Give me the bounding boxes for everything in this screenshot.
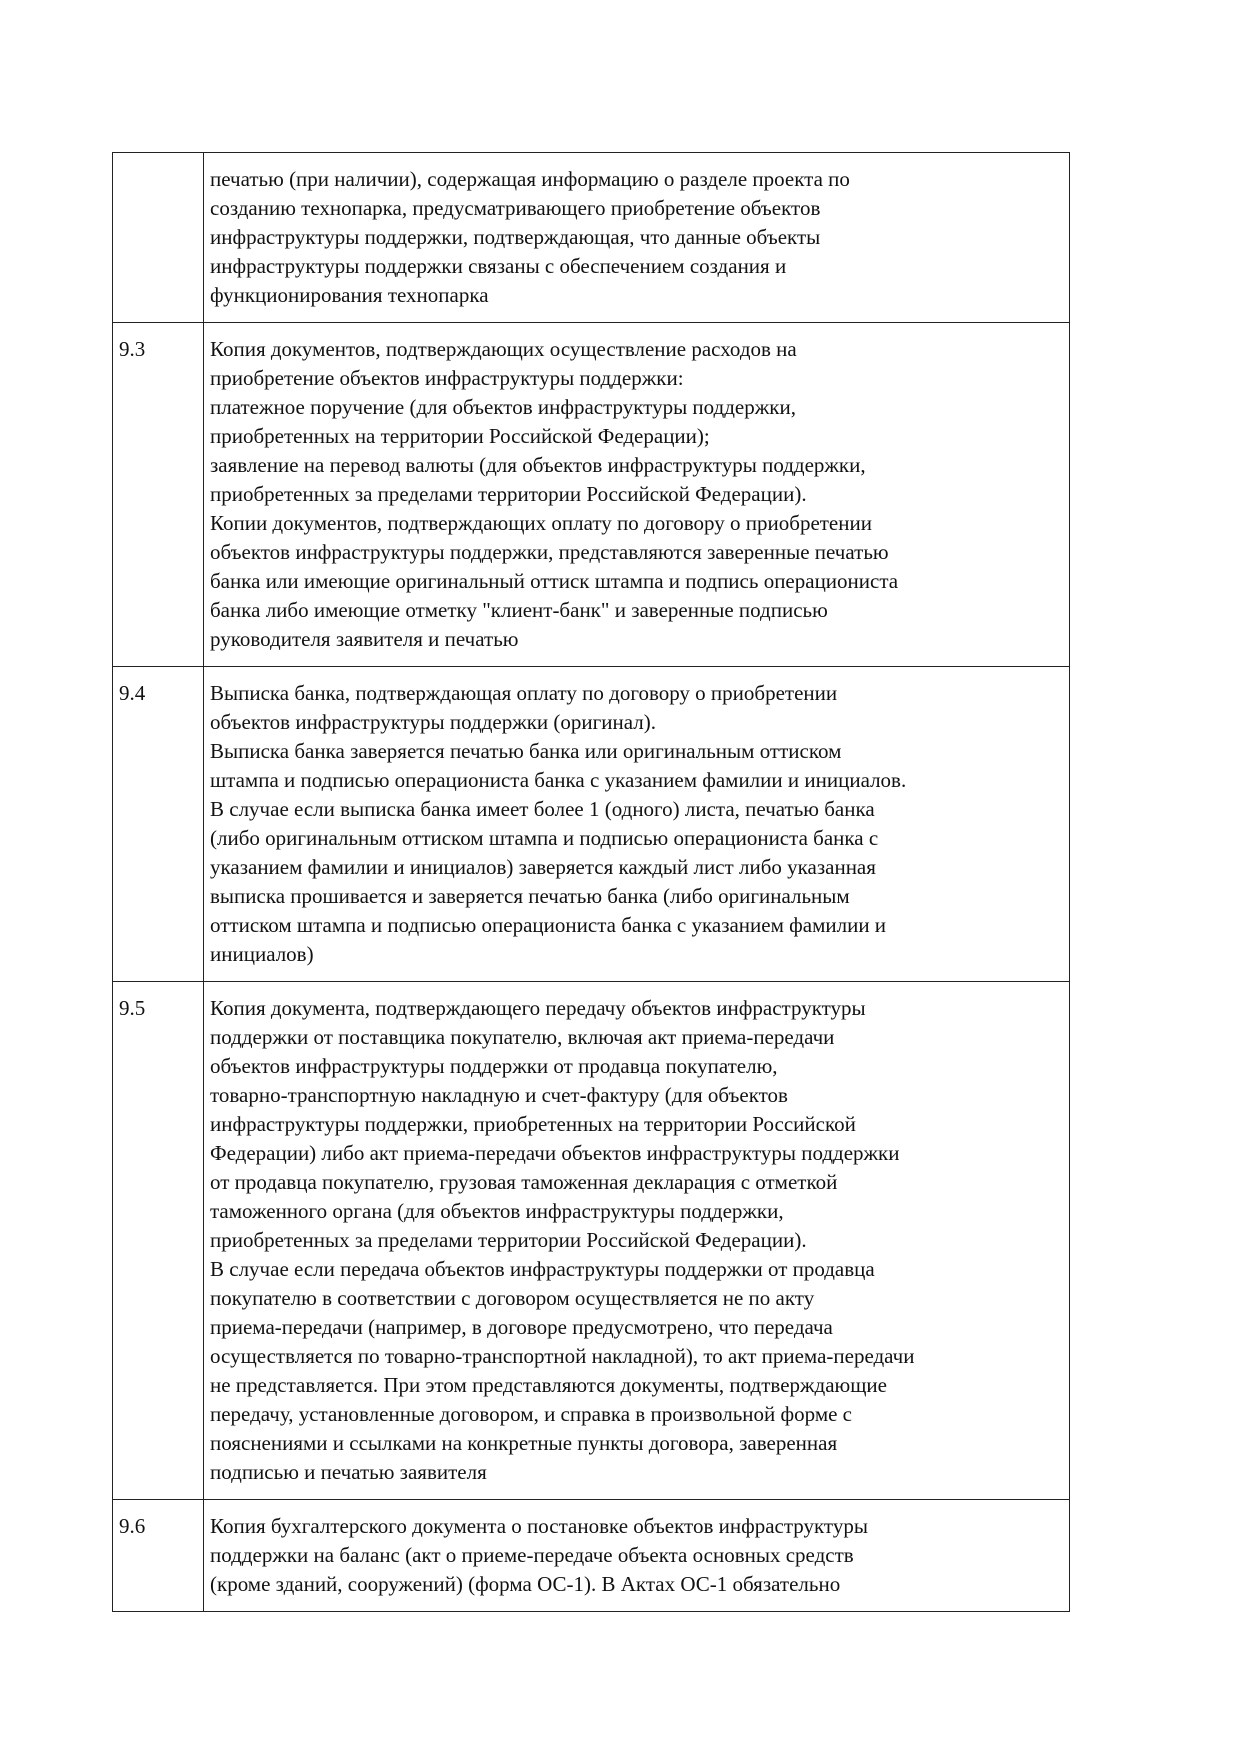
text-line: выписка прошивается и заверяется печатью банка (либо оригинальным bbox=[210, 884, 850, 908]
item-number: 9.5 bbox=[113, 982, 204, 1500]
text-line: Выписка банка, подтверждающая оплату по договору о приобретении bbox=[210, 681, 838, 705]
text-line: Копия документов, подтверждающих осуществление расходов на bbox=[210, 337, 797, 361]
text-line: таможенного органа (для объектов инфраструктуры поддержки, bbox=[210, 1199, 784, 1223]
item-description bbox=[204, 323, 1070, 667]
item-description bbox=[204, 982, 1070, 1500]
text-line: объектов инфраструктуры поддержки от продавца покупателю, bbox=[210, 1054, 778, 1078]
text-line: приобретенных за пределами территории Российской Федерации). bbox=[210, 1228, 807, 1252]
table-row bbox=[113, 1500, 1070, 1612]
text-line: Выписка банка заверяется печатью банка или оригинальным оттиском bbox=[210, 739, 842, 763]
text-line: Копия бухгалтерского документа о постановке объектов инфраструктуры bbox=[210, 1514, 868, 1538]
text-line: Копия документа, подтверждающего передачу объектов инфраструктуры bbox=[210, 996, 866, 1020]
text-line: платежное поручение (для объектов инфраструктуры поддержки, bbox=[210, 395, 796, 419]
item-number: 9.3 bbox=[113, 323, 204, 667]
text-line: инфраструктуры поддержки, приобретенных на территории Российской bbox=[210, 1112, 856, 1136]
item-description bbox=[204, 667, 1070, 982]
text-line: Копии документов, подтверждающих оплату по договору о приобретении bbox=[210, 511, 872, 535]
text-line: передачу, установленные договором, и справка в произвольной форме с bbox=[210, 1402, 852, 1426]
text-line: указанием фамилии и инициалов) заверяется каждый лист либо указанная bbox=[210, 855, 876, 879]
item-number: 9.6 bbox=[113, 1500, 204, 1612]
text-line: пояснениями и ссылками на конкретные пункты договора, заверенная bbox=[210, 1431, 838, 1455]
text-line: приема-передачи (например, в договоре предусмотрено, что передача bbox=[210, 1315, 833, 1339]
text-line: приобретение объектов инфраструктуры поддержки: bbox=[210, 366, 684, 390]
text-line: инициалов) bbox=[210, 942, 314, 966]
text-line: объектов инфраструктуры поддержки (оригинал). bbox=[210, 710, 656, 734]
text-line: оттиском штампа и подписью операциониста банка с указанием фамилии и bbox=[210, 913, 887, 937]
text-line: банка либо имеющие отметку "клиент-банк" и заверенные подписью bbox=[210, 598, 828, 622]
text-line: функционирования технопарка bbox=[210, 283, 489, 307]
table-row bbox=[113, 153, 1070, 323]
text-line: печатью (при наличии), содержащая информацию о разделе проекта по bbox=[210, 167, 850, 191]
text-line: осуществляется по товарно-транспортной накладной), то акт приема-передачи bbox=[210, 1344, 915, 1368]
text-line: поддержки на баланс (акт о приеме-передаче объекта основных средств bbox=[210, 1543, 854, 1567]
text-line: объектов инфраструктуры поддержки, представляются заверенные печатью bbox=[210, 540, 889, 564]
text-line: штампа и подписью операциониста банка с указанием фамилии и инициалов. bbox=[210, 768, 907, 792]
text-line: покупателю в соответствии с договором осуществляется не по акту bbox=[210, 1286, 815, 1310]
text-line: товарно-транспортную накладную и счет-фактуру (для объектов bbox=[210, 1083, 788, 1107]
text-line: созданию технопарка, предусматривающего приобретение объектов bbox=[210, 196, 821, 220]
text-line: приобретенных за пределами территории Российской Федерации). bbox=[210, 482, 807, 506]
text-line: приобретенных на территории Российской Федерации); bbox=[210, 424, 710, 448]
text-line: инфраструктуры поддержки связаны с обеспечением создания и bbox=[210, 254, 787, 278]
text-line: не представляется. При этом представляются документы, подтверждающие bbox=[210, 1373, 887, 1397]
text-line: от продавца покупателю, грузовая таможенная декларация с отметкой bbox=[210, 1170, 838, 1194]
item-description bbox=[204, 153, 1070, 323]
text-line: банка или имеющие оригинальный оттиск штампа и подпись операциониста bbox=[210, 569, 899, 593]
table-row bbox=[113, 323, 1070, 667]
table-row bbox=[113, 982, 1070, 1500]
text-line: В случае если передача объектов инфраструктуры поддержки от продавца bbox=[210, 1257, 875, 1281]
text-line: заявление на перевод валюты (для объектов инфраструктуры поддержки, bbox=[210, 453, 866, 477]
text-line: (либо оригинальным оттиском штампа и подписью операциониста банка с bbox=[210, 826, 879, 850]
text-line: Федерации) либо акт приема-передачи объектов инфраструктуры поддержки bbox=[210, 1141, 900, 1165]
text-line: инфраструктуры поддержки, подтверждающая, что данные объекты bbox=[210, 225, 821, 249]
text-line: В случае если выписка банка имеет более 1 (одного) листа, печатью банка bbox=[210, 797, 875, 821]
table-row bbox=[113, 667, 1070, 982]
text-line: (кроме зданий, сооружений) (форма ОС-1). В Актах ОС-1 обязательно bbox=[210, 1572, 841, 1596]
item-number: 9.4 bbox=[113, 667, 204, 982]
text-line: руководителя заявителя и печатью bbox=[210, 627, 519, 651]
text-line: поддержки от поставщика покупателю, включая акт приема-передачи bbox=[210, 1025, 835, 1049]
text-line: подписью и печатью заявителя bbox=[210, 1460, 487, 1484]
item-description bbox=[204, 1500, 1070, 1612]
document-table bbox=[112, 152, 1070, 1612]
item-number bbox=[113, 153, 204, 323]
